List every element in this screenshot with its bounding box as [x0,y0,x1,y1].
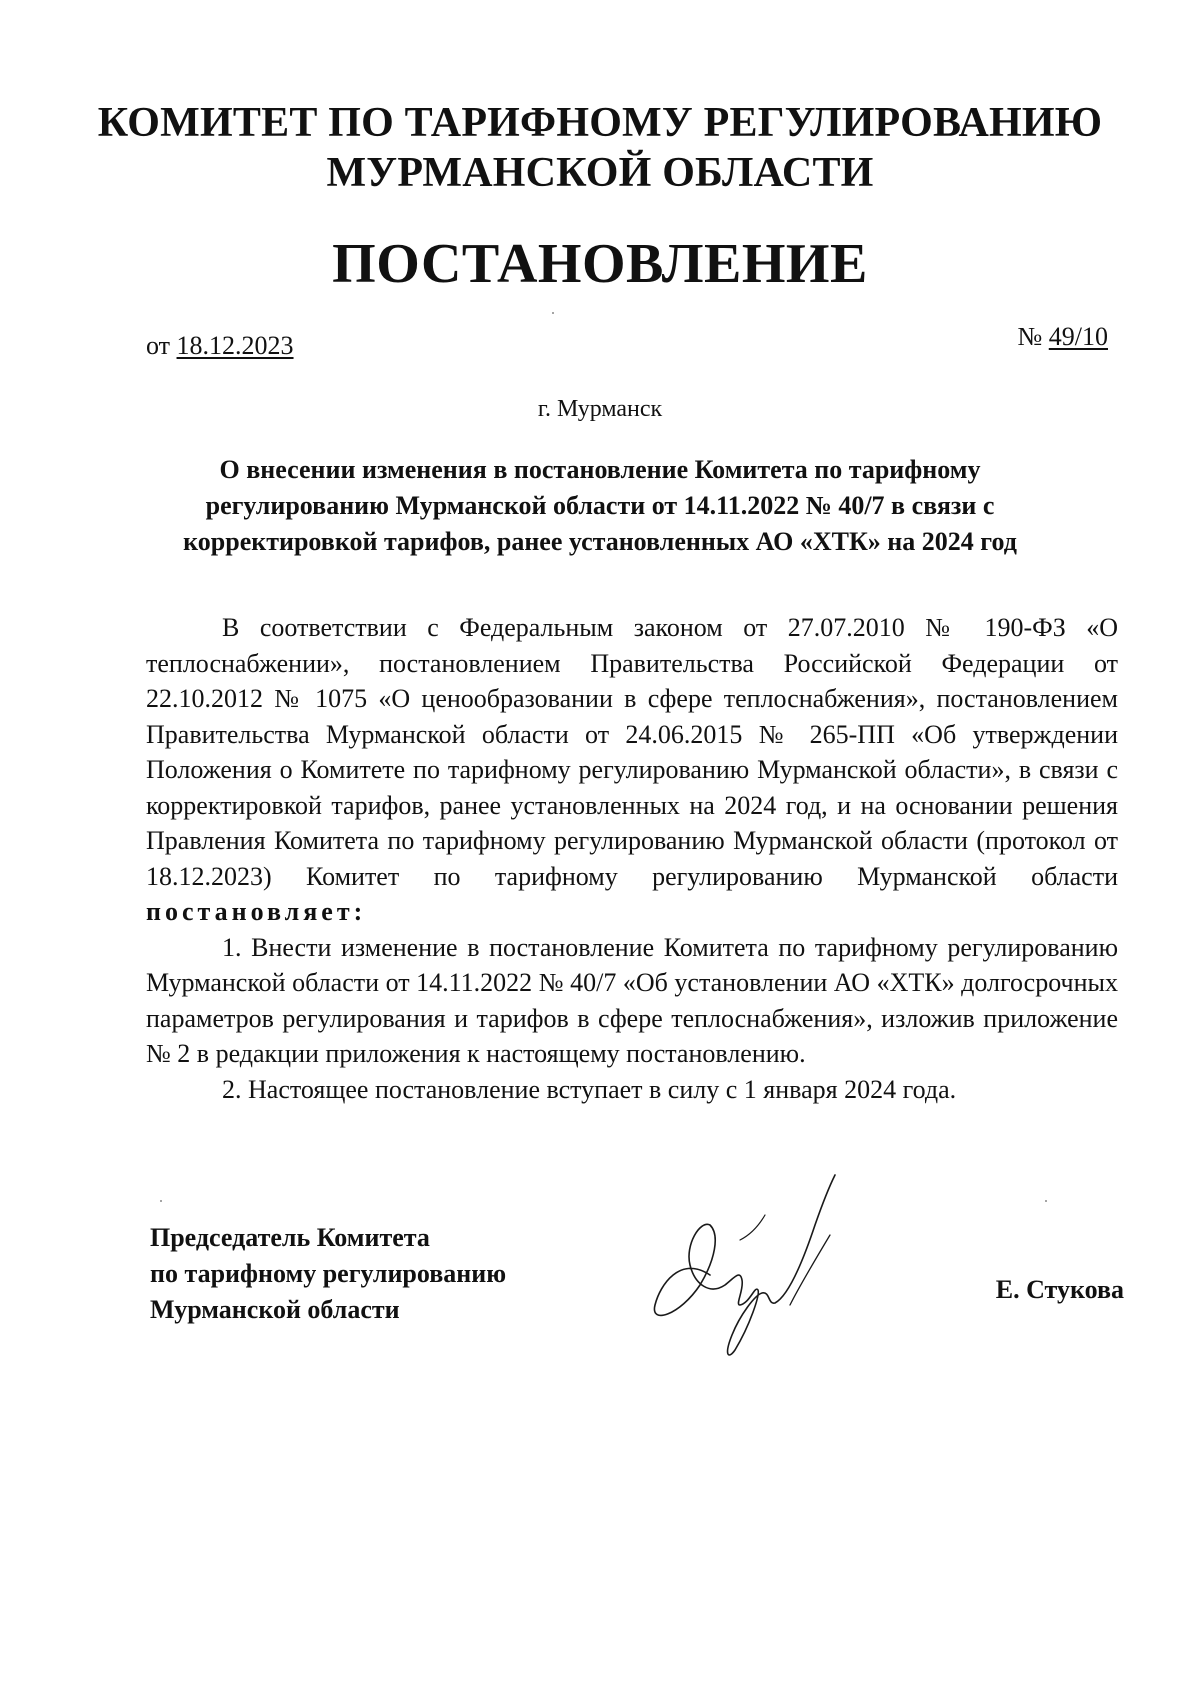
document-subject [100,452,1100,560]
signatory-position [150,1220,506,1328]
subject-line1: О внесении изменения в постановление Комитета по тарифному [219,455,981,484]
document-number [1017,322,1108,352]
handwritten-signature [640,1165,860,1365]
scan-speck [160,1200,162,1202]
decree-word: постановляет: [146,897,367,926]
position-line1: Председатель Комитета [150,1223,430,1252]
document-date [146,331,294,361]
signatory-name: Е. Стукова [995,1275,1124,1304]
preamble-text: В соответствии с Федеральным законом от 27.07.2010 № 190-ФЗ «О теплоснабжении», постановлением Правительства Российской Федерации от 22.10.2012 № 1075 «О ценообразовании в сфере теплоснабжения», постановлением Правительства Мурманской области от 24.06.2015 № 265-ПП «Об утверждении Положения о Комитете по тарифному регулированию Мурманской области», в связи с корректировкой тарифов, ранее установленных на 2024 год, и на основании решения Правления Комитета по тарифному регулированию Мурманской области (протокол от 18.12.2023) Комитет по тарифному регулированию Мурманской области [146,613,1118,891]
subject-line2: регулированию Мурманской области от 14.11.2022 № 40/7 в связи с [205,491,995,520]
organization-title-line2: МУРМАНСКОЙ ОБЛАСТИ [326,150,874,196]
document-body [146,610,1118,1107]
document-type-heading: ПОСТАНОВЛЕНИЕ [332,233,868,295]
subject-line3: корректировкой тарифов, ранее установленных АО «ХТК» на 2024 год [183,527,1017,556]
position-line3: Мурманской области [150,1295,400,1324]
item-2-paragraph: 2. Настоящее постановление вступает в силу с 1 января 2024 года. [222,1074,957,1104]
preamble-paragraph [146,610,1118,930]
organization-title [90,98,1110,198]
number-value: 49/10 [1048,322,1108,351]
position-line2: по тарифному регулированию [150,1259,507,1288]
item-1-paragraph: 1. Внести изменение в постановление Комитета по тарифному регулированию Мурманской области от 14.11.2022 № 40/7 «Об установлении АО «ХТК» долгосрочных параметров регулирования и тарифов в сфере теплоснабжения», изложив приложение № 2 в редакции приложения к настоящему постановлению. [146,932,1118,1068]
scan-speck [552,312,554,314]
number-prefix: № [1017,322,1043,351]
date-prefix: от [146,331,171,360]
organization-title-line1: КОМИТЕТ ПО ТАРИФНОМУ РЕГУЛИРОВАНИЮ [97,100,1103,146]
date-value: 18.12.2023 [176,331,294,360]
scan-speck [1045,1200,1047,1202]
city-line: г. Мурманск [537,396,663,422]
